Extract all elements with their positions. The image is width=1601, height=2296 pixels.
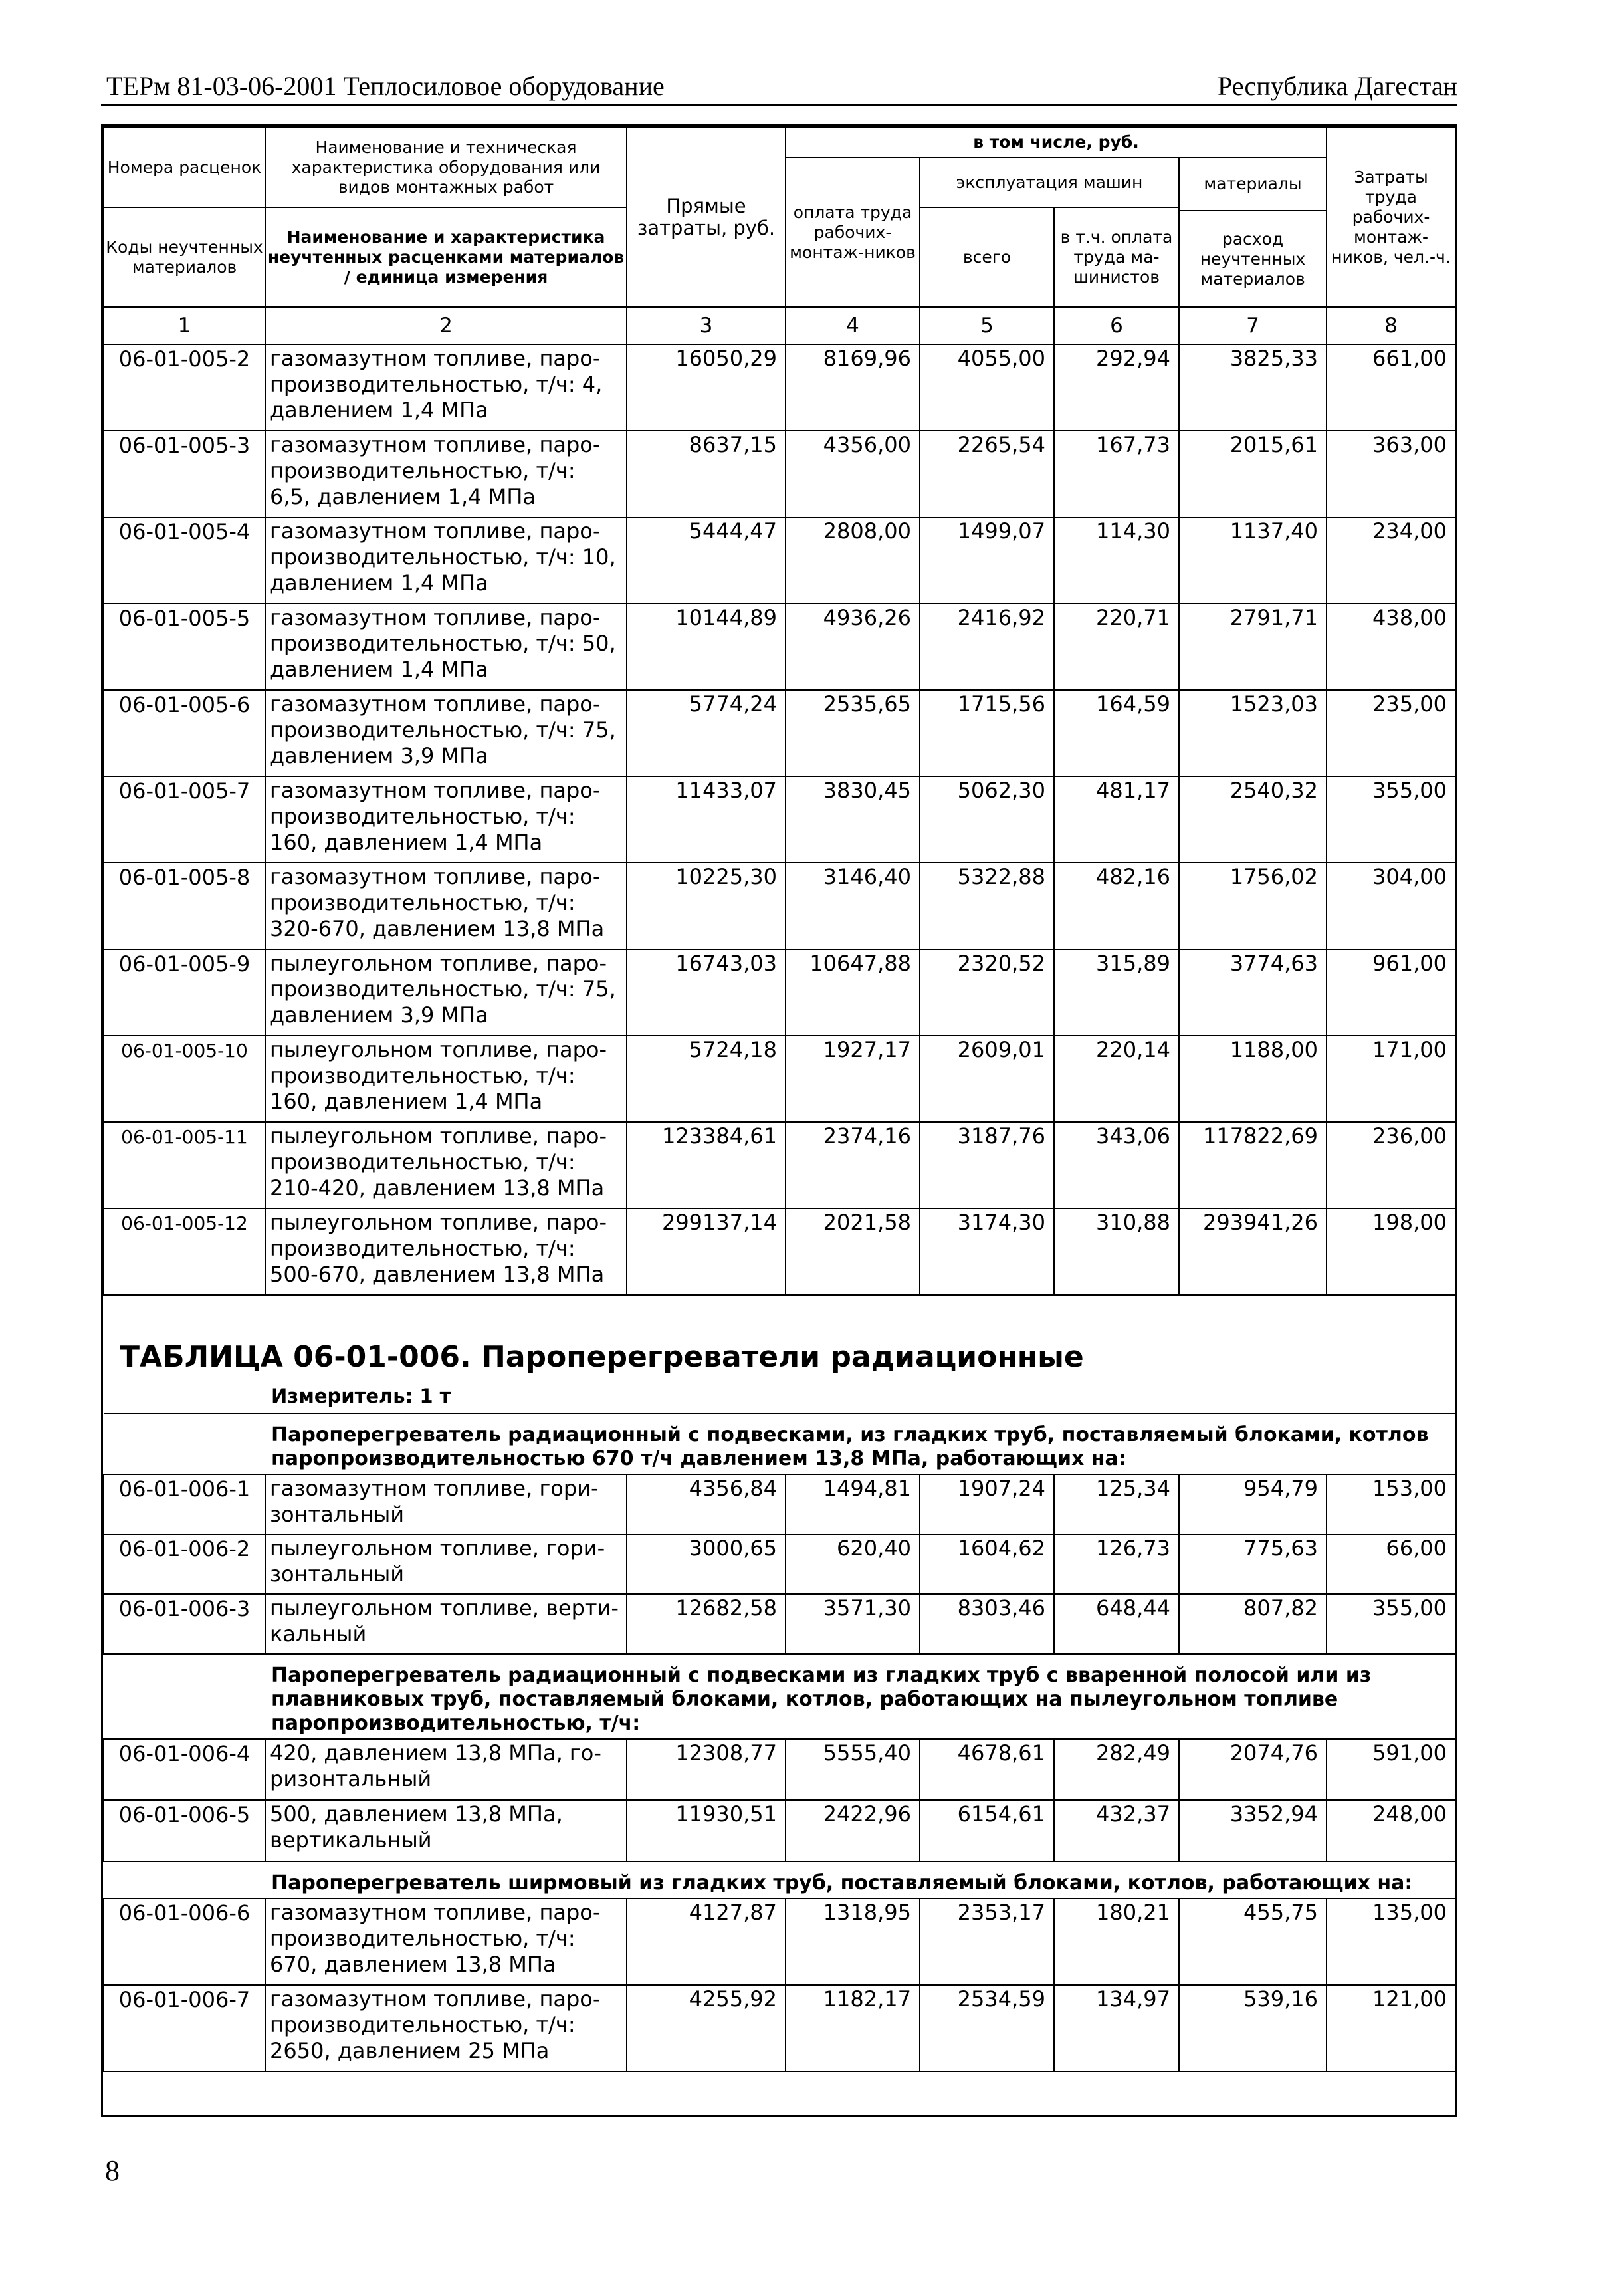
header-including: в том числе, руб. [786,127,1327,158]
labor-hours: 438,00 [1327,604,1455,690]
labor-cost: 5555,40 [786,1739,920,1800]
group-heading: Пароперегреватель ширмовый из гладких труб, поставляемый блоками, котлов, работающих на: [104,1861,1455,1898]
rate-code: 06-01-005-3 [104,431,265,517]
machine-cost: 1907,24 [920,1474,1054,1534]
machinist-cost: 648,44 [1054,1594,1179,1654]
machinist-cost: 220,14 [1054,1036,1179,1122]
rate-description: 420, давлением 13,8 МПа, го-ризонтальный [265,1739,627,1800]
header-machines-total: всего [920,207,1054,307]
rate-description: пылеугольном топливе, паро-производительностью, т/ч: 160, давлением 1,4 МПа [265,1036,627,1122]
header-material-codes: Коды неучтенных материалов [104,207,265,307]
labor-hours: 135,00 [1327,1898,1455,1985]
material-cost: 539,16 [1179,1985,1327,2071]
labor-cost: 4936,26 [786,604,920,690]
labor-hours: 363,00 [1327,431,1455,517]
group-heading-row [104,1413,1455,1474]
direct-cost: 123384,61 [627,1122,786,1208]
labor-cost: 8169,96 [786,344,920,431]
machine-cost: 6154,61 [920,1800,1054,1861]
labor-hours: 355,00 [1327,776,1455,863]
direct-cost: 11433,07 [627,776,786,863]
header-materials: материалы [1179,158,1327,211]
group-heading: Пароперегреватель радиационный с подвесками, из гладких труб, поставляемый блоками, котлов паропроизводительностью 670 т/ч давлением 13,8 МПа, работающих на: [104,1413,1455,1474]
table-row [104,1594,1455,1654]
direct-cost: 3000,65 [627,1534,786,1594]
material-cost: 775,63 [1179,1534,1327,1594]
rate-description: пылеугольном топливе, паро-производительностью, т/ч: 75, давлением 3,9 МПа [265,949,627,1036]
labor-cost: 2374,16 [786,1122,920,1208]
rate-description: газомазутном топливе, паро-производительностью, т/ч: 160, давлением 1,4 МПа [265,776,627,863]
material-cost: 954,79 [1179,1474,1327,1534]
rate-code: 06-01-005-12 [104,1208,265,1295]
rate-description: пылеугольном топливе, паро-производительностью, т/ч: 500-670, давлением 13,8 МПа [265,1208,627,1295]
table-row [104,1208,1455,1295]
rate-code: 06-01-006-4 [104,1739,265,1800]
rate-description: газомазутном топливе, паро-производительностью, т/ч: 75, давлением 3,9 МПа [265,690,627,776]
rate-code: 06-01-005-11 [104,1122,265,1208]
direct-cost: 8637,15 [627,431,786,517]
labor-hours: 304,00 [1327,863,1455,949]
material-cost: 117822,69 [1179,1122,1327,1208]
rate-code: 06-01-005-9 [104,949,265,1036]
labor-hours: 66,00 [1327,1534,1455,1594]
labor-hours: 153,00 [1327,1474,1455,1534]
labor-cost: 3571,30 [786,1594,920,1654]
table-measure-row [104,1381,1455,1413]
group-heading-row [104,1861,1455,1898]
direct-cost: 16743,03 [627,949,786,1036]
table-row [104,431,1455,517]
material-cost: 1756,02 [1179,863,1327,949]
rate-code: 06-01-006-1 [104,1474,265,1534]
labor-hours: 961,00 [1327,949,1455,1036]
direct-cost: 12308,77 [627,1739,786,1800]
machine-cost: 5322,88 [920,863,1054,949]
direct-cost: 10144,89 [627,604,786,690]
rate-description: газомазутном топливе, паро-производительностью, т/ч: 320-670, давлением 13,8 МПа [265,863,627,949]
machinist-cost: 315,89 [1054,949,1179,1036]
direct-cost: 5774,24 [627,690,786,776]
rate-code: 06-01-006-7 [104,1985,265,2071]
table-row [104,776,1455,863]
rates-table [103,126,1456,2072]
table-row [104,1739,1455,1800]
direct-cost: 10225,30 [627,863,786,949]
material-cost: 2540,32 [1179,776,1327,863]
labor-cost: 10647,88 [786,949,920,1036]
material-cost: 3352,94 [1179,1800,1327,1861]
header-unaccounted-materials: расход неучтенных материалов [1179,211,1327,307]
rate-description: газомазутном топливе, паро-производительностью, т/ч: 10, давлением 1,4 МПа [265,517,627,604]
labor-hours: 355,00 [1327,1594,1455,1654]
labor-hours: 591,00 [1327,1739,1455,1800]
table-body [104,127,1455,2071]
rate-code: 06-01-006-3 [104,1594,265,1654]
labor-hours: 235,00 [1327,690,1455,776]
direct-cost: 4356,84 [627,1474,786,1534]
rate-description: газомазутном топливе, паро-производительностью, т/ч: 670, давлением 13,8 МПа [265,1898,627,1985]
labor-cost: 1318,95 [786,1898,920,1985]
table-title-row [104,1321,1455,1381]
column-numbers-row [104,307,1455,344]
header-labor-hours: Затраты труда рабочих-монтаж-ников, чел.-ч. [1327,127,1455,307]
labor-cost: 4356,00 [786,431,920,517]
machine-cost: 1499,07 [920,517,1054,604]
material-cost: 2015,61 [1179,431,1327,517]
rate-description: пылеугольном топливе, паро-производительностью, т/ч: 210-420, давлением 13,8 МПа [265,1122,627,1208]
labor-hours: 661,00 [1327,344,1455,431]
direct-cost: 16050,29 [627,344,786,431]
material-cost: 807,82 [1179,1594,1327,1654]
table-row [104,690,1455,776]
column-number: 8 [1327,307,1455,344]
labor-hours: 234,00 [1327,517,1455,604]
direct-cost: 5444,47 [627,517,786,604]
rate-description: пылеугольном топливе, верти-кальный [265,1594,627,1654]
material-cost: 1137,40 [1179,517,1327,604]
column-number: 4 [786,307,920,344]
material-cost: 293941,26 [1179,1208,1327,1295]
material-cost: 1523,03 [1179,690,1327,776]
labor-cost: 2422,96 [786,1800,920,1861]
table-row [104,604,1455,690]
table-row [104,1122,1455,1208]
machinist-cost: 167,73 [1054,431,1179,517]
direct-cost: 299137,14 [627,1208,786,1295]
table-row [104,1985,1455,2071]
header-material-names: Наименование и характеристика неучтенных расценками материалов / единица измерения [265,207,627,307]
machinist-cost: 343,06 [1054,1122,1179,1208]
machine-cost: 2320,52 [920,949,1054,1036]
header-machines: эксплуатация машин [920,158,1179,207]
table-row [104,1036,1455,1122]
material-cost: 3825,33 [1179,344,1327,431]
header-rate-number: Номера расценок [104,127,265,207]
machine-cost: 1604,62 [920,1534,1054,1594]
labor-cost: 1927,17 [786,1036,920,1122]
rate-code: 06-01-006-5 [104,1800,265,1861]
column-number: 5 [920,307,1054,344]
machinist-cost: 292,94 [1054,344,1179,431]
direct-cost: 11930,51 [627,1800,786,1861]
machine-cost: 4055,00 [920,344,1054,431]
column-number: 3 [627,307,786,344]
machine-cost: 8303,46 [920,1594,1054,1654]
section-spacer [104,1295,1455,1321]
group-heading: Пароперегреватель радиационный с подвесками из гладких труб с вваренной полосой или из плавниковых труб, поставляемый блоками, котлов, работающих на пылеугольном топливе паропроизводительностью, т/ч: [104,1654,1455,1739]
column-number: 2 [265,307,627,344]
table-row [104,1800,1455,1861]
header-labor-pay: оплата труда рабочих-монтаж-ников [786,158,920,307]
machinist-cost: 432,37 [1054,1800,1179,1861]
machinist-cost: 282,49 [1054,1739,1179,1800]
direct-cost: 4255,92 [627,1985,786,2071]
machine-cost: 4678,61 [920,1739,1054,1800]
material-cost: 455,75 [1179,1898,1327,1985]
rate-code: 06-01-005-2 [104,344,265,431]
labor-cost: 1182,17 [786,1985,920,2071]
rate-code: 06-01-006-6 [104,1898,265,1985]
machinist-cost: 125,34 [1054,1474,1179,1534]
rate-description: 500, давлением 13,8 МПа, вертикальный [265,1800,627,1861]
table-row [104,863,1455,949]
machinist-cost: 310,88 [1054,1208,1179,1295]
direct-cost: 12682,58 [627,1594,786,1654]
rate-code: 06-01-005-10 [104,1036,265,1122]
table-row [104,1898,1455,1985]
machine-cost: 1715,56 [920,690,1054,776]
rate-code: 06-01-006-2 [104,1534,265,1594]
rate-description: газомазутном топливе, паро-производительностью, т/ч: 50, давлением 1,4 МПа [265,604,627,690]
machinist-cost: 482,16 [1054,863,1179,949]
header-machinist-pay: в т.ч. оплата труда ма-шинистов [1054,207,1179,307]
header-name: Наименование и техническая характеристика оборудования или видов монтажных работ [265,127,627,207]
machine-cost: 3174,30 [920,1208,1054,1295]
material-cost: 2791,71 [1179,604,1327,690]
machinist-cost: 220,71 [1054,604,1179,690]
machinist-cost: 164,59 [1054,690,1179,776]
table-title: ТАБЛИЦА 06-01-006. Пароперегреватели радиационные [120,1340,1084,1374]
machine-cost: 2353,17 [920,1898,1054,1985]
machinist-cost: 126,73 [1054,1534,1179,1594]
column-number: 6 [1054,307,1179,344]
rate-code: 06-01-005-7 [104,776,265,863]
rate-description: пылеугольном топливе, гори-зонтальный [265,1534,627,1594]
machine-cost: 2265,54 [920,431,1054,517]
column-number: 7 [1179,307,1327,344]
machine-cost: 2609,01 [920,1036,1054,1122]
rate-description: газомазутном топливе, паро-производительностью, т/ч: 6,5, давлением 1,4 МПа [265,431,627,517]
table-row [104,1534,1455,1594]
direct-cost: 5724,18 [627,1036,786,1122]
labor-cost: 1494,81 [786,1474,920,1534]
rates-table-frame [101,124,1457,2117]
header-rule [101,104,1457,106]
machinist-cost: 481,17 [1054,776,1179,863]
direct-cost: 4127,87 [627,1898,786,1985]
labor-hours: 171,00 [1327,1036,1455,1122]
labor-hours: 198,00 [1327,1208,1455,1295]
table-row [104,517,1455,604]
rate-code: 06-01-005-8 [104,863,265,949]
page-number: 8 [105,2154,120,2187]
group-heading-row [104,1654,1455,1739]
labor-cost: 2021,58 [786,1208,920,1295]
machinist-cost: 114,30 [1054,517,1179,604]
machinist-cost: 180,21 [1054,1898,1179,1985]
labor-cost: 620,40 [786,1534,920,1594]
labor-cost: 2535,65 [786,690,920,776]
labor-hours: 236,00 [1327,1122,1455,1208]
rate-description: газомазутном топливе, гори-зонтальный [265,1474,627,1534]
material-cost: 1188,00 [1179,1036,1327,1122]
machinist-cost: 134,97 [1054,1985,1179,2071]
table-row [104,344,1455,431]
machine-cost: 3187,76 [920,1122,1054,1208]
rate-code: 06-01-005-4 [104,517,265,604]
material-cost: 2074,76 [1179,1739,1327,1800]
rate-code: 06-01-005-6 [104,690,265,776]
rate-description: газомазутном топливе, паро-производительностью, т/ч: 2650, давлением 25 МПа [265,1985,627,2071]
table-row [104,1474,1455,1534]
table-row [104,949,1455,1036]
machine-cost: 2416,92 [920,604,1054,690]
column-number: 1 [104,307,265,344]
labor-hours: 121,00 [1327,1985,1455,2071]
material-cost: 3774,63 [1179,949,1327,1036]
labor-cost: 2808,00 [786,517,920,604]
machine-cost: 5062,30 [920,776,1054,863]
labor-cost: 3830,45 [786,776,920,863]
running-header-region: Республика Дагестан [1218,71,1457,101]
rate-description: газомазутном топливе, паро-производительностью, т/ч: 4, давлением 1,4 МПа [265,344,627,431]
table-measure: Измеритель: 1 т [104,1381,1455,1413]
labor-cost: 3146,40 [786,863,920,949]
running-header-title: ТЕРм 81-03-06-2001 Теплосиловое оборудование [106,71,665,101]
header-direct-costs: Прямые затраты, руб. [627,127,786,307]
rate-code: 06-01-005-5 [104,604,265,690]
machine-cost: 2534,59 [920,1985,1054,2071]
labor-hours: 248,00 [1327,1800,1455,1861]
